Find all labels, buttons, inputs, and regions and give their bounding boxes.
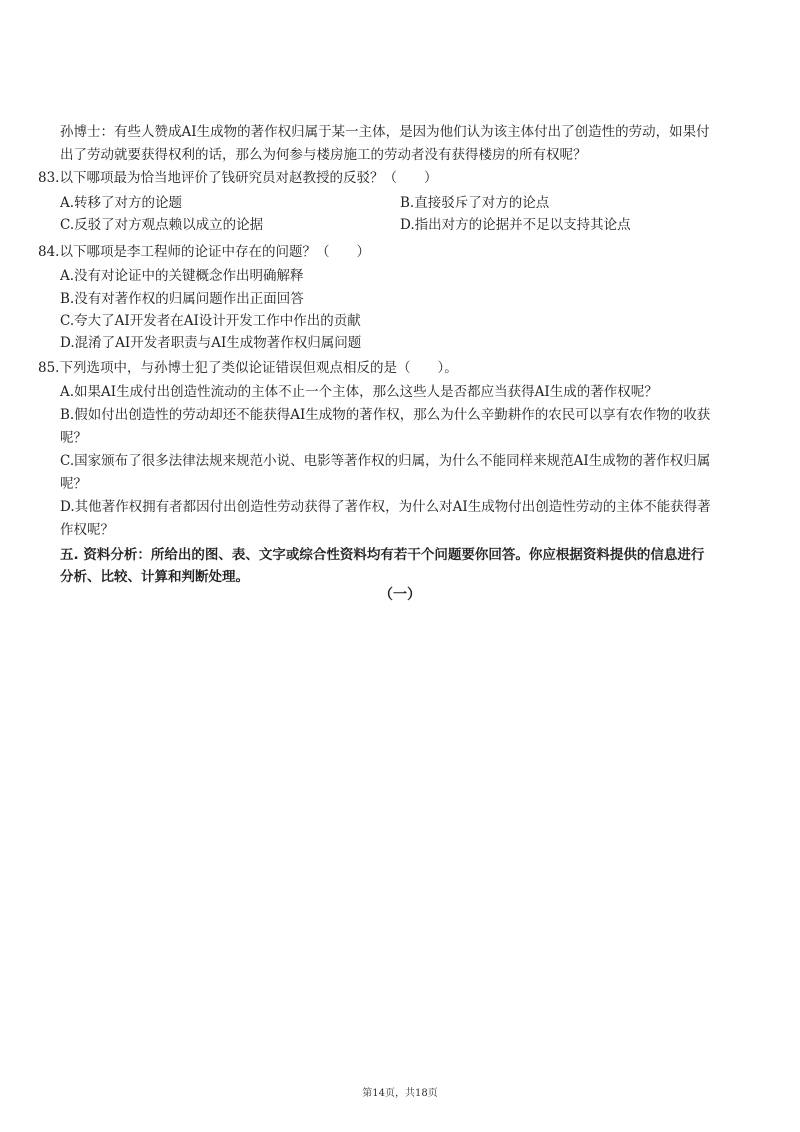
part-one-heading: （一） [379, 587, 421, 603]
question-85-option-a: A.如果AI生成付出创造性流动的主体不止一个主体，那么这些人是否都应当获得AI生成的著作权呢？ [60, 384, 658, 400]
question-83-option-a: A.转移了对方的论题 [60, 195, 183, 211]
intro-line-1: 孙博士：有些人赞成AI生成物的著作权归属于某一主体，是因为他们认为该主体付出了创造性的劳动，如果付 [60, 124, 710, 140]
question-84-option-d: D.混淆了AI开发者职责与AI生成物著作权归属问题 [60, 335, 362, 351]
intro-line-2: 出了劳动就要获得权利的话，那么为何参与楼房施工的劳动者没有获得楼房的所有权呢？ [60, 147, 587, 163]
question-85-option-c-line-2: 呢？ [60, 476, 87, 492]
section-5-heading-line-2: 分析、比较、计算和判断处理。 [60, 569, 249, 585]
page-number: 第14页，共18页 [362, 1088, 438, 1099]
question-85-option-b-line-1: B.假如付出创造性的劳动却还不能获得AI生成物的著作权，那么为什么辛勤耕作的农民可以享有农作物的收获 [60, 407, 711, 423]
question-84-option-a: A.没有对论证中的关键概念作出明确解释 [60, 268, 304, 284]
question-84-option-b: B.没有对著作权的归属问题作出正面回答 [60, 291, 304, 307]
question-83-stem: 83.以下哪项最为恰当地评价了钱研究员对赵教授的反驳？（ ） [38, 170, 438, 186]
question-85-stem: 85.下列选项中，与孙博士犯了类似论证错误但观点相反的是（ ）。 [38, 360, 458, 376]
section-5-heading-line-1: 五. 资料分析：所给出的图、表、文字或综合性资料均有若干个问题要你回答。你应根据资料提供的信息进行 [60, 547, 705, 563]
question-83-option-d: D.指出对方的论据并不足以支持其论点 [400, 217, 631, 233]
question-84-option-c: C.夸大了AI开发者在AI设计开发工作中作出的贡献 [60, 313, 361, 329]
question-85-option-b-line-2: 呢？ [60, 430, 87, 446]
question-85-option-c-line-1: C.国家颁布了很多法律法规来规范小说、电影等著作权的归属，为什么不能同样来规范AI生成物的著作权归属 [60, 453, 711, 469]
question-83-option-c: C.反驳了对方观点赖以成立的论据 [60, 217, 264, 233]
question-83-option-b: B.直接驳斥了对方的论点 [400, 195, 550, 211]
question-84-stem: 84.以下哪项是李工程师的论证中存在的问题？（ ） [38, 244, 370, 260]
question-85-option-d-line-2: 作权呢？ [60, 522, 114, 538]
question-85-option-d-line-1: D.其他著作权拥有者都因付出创造性劳动获得了著作权，为什么对AI生成物付出创造性劳动的主体不能获得著 [60, 499, 711, 515]
